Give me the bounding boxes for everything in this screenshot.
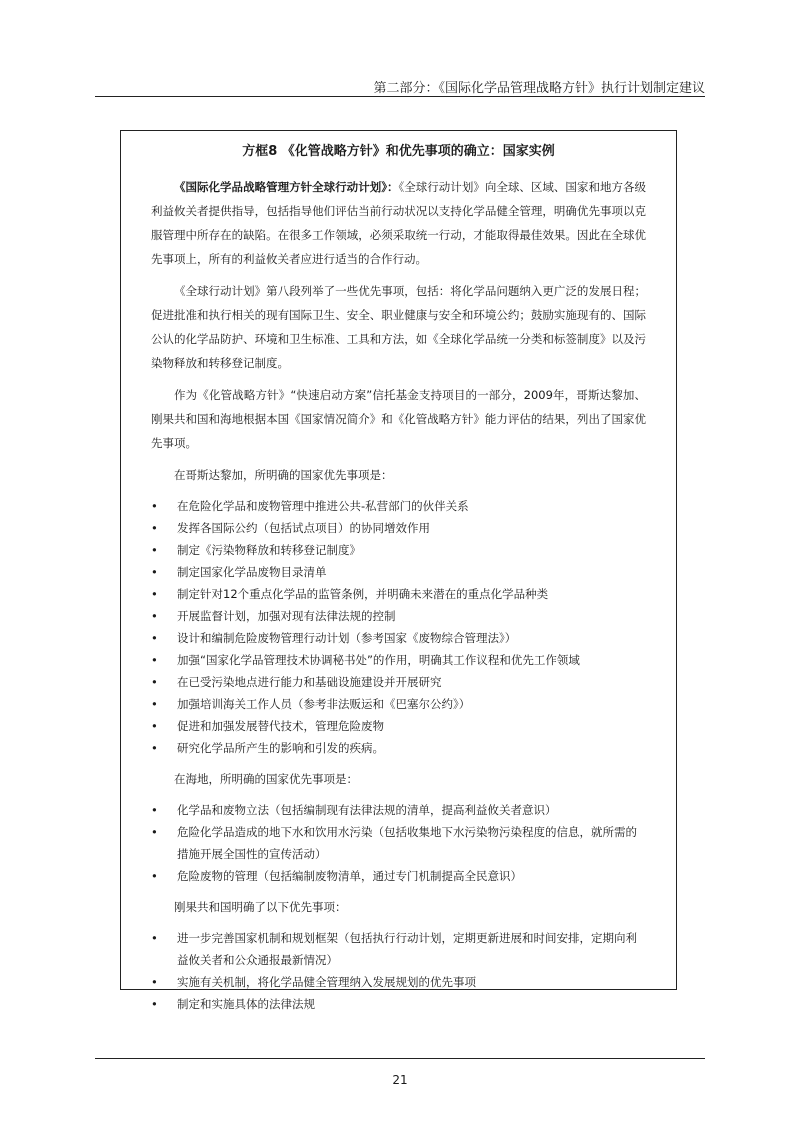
list-item xyxy=(151,693,646,715)
list-item-text: 加强“国家化学品管理技术协调秘书处”的作用，明确其工作议程和优先工作领域 xyxy=(177,653,580,667)
list-item-text: 促进和加强发展替代技术，管理危险废物 xyxy=(177,719,384,733)
list-item-text: 实施有关机制，将化学品健全管理纳入发展规划的优先事项 xyxy=(177,975,476,989)
list-item-text: 制定国家化学品废物目录清单 xyxy=(177,565,327,579)
bullet-icon: • xyxy=(151,653,158,667)
congo-list xyxy=(151,927,646,1015)
list-item xyxy=(151,865,646,887)
bullet-icon: • xyxy=(151,825,158,839)
list-item xyxy=(151,715,646,737)
list-item-text: 制定《污染物释放和转移登记制度》 xyxy=(177,543,361,557)
list-item-text: 进一步完善国家机制和规划框架（包括执行行动计划，定期更新进展和时间安排，定期向利益攸关者和公众通报最新情况） xyxy=(177,931,637,967)
list-item-text: 发挥各国际公约（包括试点项目）的协同增效作用 xyxy=(177,521,430,535)
bullet-icon: • xyxy=(151,869,158,883)
bullet-icon: • xyxy=(151,931,158,945)
list-item xyxy=(151,517,646,539)
bullet-icon: • xyxy=(151,499,158,513)
list-item-text: 制定针对12个重点化学品的监管条例，并明确未来潜在的重点化学品种类 xyxy=(177,587,549,601)
list-item xyxy=(151,539,646,561)
bullet-icon: • xyxy=(151,697,158,711)
list-item xyxy=(151,627,646,649)
list-item-text: 制定和实施具体的法律法规 xyxy=(177,997,315,1011)
footer-rule xyxy=(95,1058,705,1059)
list-item-text: 危险化学品造成的地下水和饮用水污染（包括收集地下水污染物污染程度的信息，就所需的措施开展全国性的宣传活动） xyxy=(177,825,637,861)
list-item xyxy=(151,561,646,583)
list-item xyxy=(151,821,646,865)
list-item xyxy=(151,495,646,517)
bullet-icon: • xyxy=(151,609,158,623)
paragraph-global-plan xyxy=(151,175,646,271)
page-number: 21 xyxy=(392,1073,408,1087)
bullet-icon: • xyxy=(151,675,158,689)
list-item-text: 设计和编制危险废物管理行动计划（参考国家《废物综合管理法》） xyxy=(177,631,517,645)
list-item xyxy=(151,671,646,693)
example-box xyxy=(120,130,677,1011)
bullet-icon: • xyxy=(151,631,158,645)
haiti-list xyxy=(151,799,646,887)
haiti-intro: 在海地，所明确的国家优先事项是： xyxy=(174,772,358,786)
list-item-text: 研究化学品所产生的影响和引发的疾病。 xyxy=(177,741,384,755)
bullet-icon: • xyxy=(151,521,158,535)
list-item xyxy=(151,799,646,821)
bullet-icon: • xyxy=(151,543,158,557)
list-item-text: 在已受污染地点进行能力和基础设施建设并开展研究 xyxy=(177,675,442,689)
bullet-icon: • xyxy=(151,587,158,601)
paragraph-priorities: 《全球行动计划》第八段列举了一些优先事项，包括：将化学品问题纳入更广泛的发展日程；促进批准和执行相关的现有国际卫生、安全、职业健康与安全和环境公约；鼓励实施现有的、国际公认的化学品防护、环境和卫生标准、工具和方法，如《全球化学品统一分类和标签制度》以及污染物释放和转移登记制度。 xyxy=(151,284,646,370)
costa-rica-intro: 在哥斯达黎加，所明确的国家优先事项是： xyxy=(174,468,393,482)
costa-rica-list xyxy=(151,495,646,759)
list-item xyxy=(151,649,646,671)
box-title: 方框8 《化管战略方针》和优先事项的确立：国家实例 xyxy=(242,144,555,159)
bullet-icon: • xyxy=(151,997,158,1011)
list-item-text: 在危险化学品和废物管理中推进公共-私营部门的伙伴关系 xyxy=(177,499,469,513)
running-header: 第二部分：《国际化学品管理战略方针》执行计划制定建议 xyxy=(373,81,705,96)
list-item xyxy=(151,971,646,993)
bullet-icon: • xyxy=(151,975,158,989)
bullet-icon: • xyxy=(151,565,158,579)
paragraph-lead-bold: 《国际化学品战略管理方针全球行动计划》： xyxy=(174,180,399,194)
list-item xyxy=(151,927,646,971)
list-item xyxy=(151,583,646,605)
list-item xyxy=(151,605,646,627)
list-item-text: 加强培训海关工作人员（参考非法贩运和《巴塞尔公约》） xyxy=(177,697,471,711)
congo-intro: 刚果共和国明确了以下优先事项： xyxy=(174,900,347,914)
list-item-text: 危险废物的管理（包括编制废物清单，通过专门机制提高全民意识） xyxy=(177,869,522,883)
bullet-icon: • xyxy=(151,803,158,817)
bullet-icon: • xyxy=(151,741,158,755)
bullet-icon: • xyxy=(151,719,158,733)
paragraph-qsp: 作为《化管战略方针》“快速启动方案”信托基金支持项目的一部分，2009年，哥斯达黎加、刚果共和国和海地根据本国《国家情况简介》和《化管战略方针》能力评估的结果，列出了国家优先事项。 xyxy=(151,388,646,450)
list-item xyxy=(151,993,646,1015)
header-rule xyxy=(95,96,705,97)
list-item xyxy=(151,737,646,759)
list-item-text: 化学品和废物立法（包括编制现有法律法规的清单，提高利益攸关者意识） xyxy=(177,803,557,817)
list-item-text: 开展监督计划，加强对现有法律法规的控制 xyxy=(177,609,396,623)
paragraph-body: 《全球行动计划》向全球、区域、国家和地方各级利益攸关者提供指导，包括指导他们评估当前行动状况以支持化学品健全管理，明确优先事项以克服管理中所存在的缺陷。在很多工作领域，必须采取统一行动，才能取得最佳效果。因此在全球优先事项上，所有的利益攸关者应进行适当的合作行动。 xyxy=(151,180,647,266)
